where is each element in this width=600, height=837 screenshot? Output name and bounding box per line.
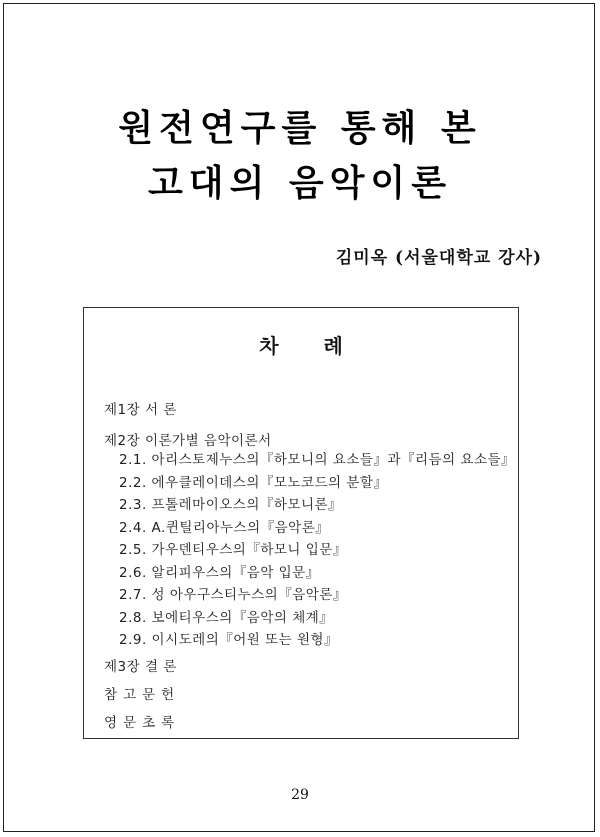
toc-section: 2.2. 에우클레이데스의『모노코드의 분할』 <box>119 475 388 491</box>
author: 김미옥 (서울대학교 강사) <box>335 248 542 268</box>
toc-section: 2.3. 프톨레마이오스의『하모니론』 <box>119 497 343 513</box>
toc-chapter-2: 제2장 이론가별 음악이론서 <box>104 433 272 449</box>
toc-heading: 차 례 <box>259 334 343 358</box>
toc-section: 2.8. 보에티우스의『음악의 체계』 <box>119 610 334 626</box>
toc-chapter-3: 제3장 결 론 <box>104 659 177 675</box>
toc-section: 2.7. 성 아우구스티누스의『음악론』 <box>119 587 347 603</box>
toc-section: 2.9. 이시도레의『어원 또는 원형』 <box>119 632 339 648</box>
toc-abstract: 영문초록 <box>104 715 181 731</box>
page-number: 29 <box>291 787 309 803</box>
toc-section: 2.4. A.퀸틸리아누스의『음악론』 <box>119 520 330 536</box>
toc-section: 2.1. 아리스토제누스의『하모니의 요소들』과『리듬의 요소들』 <box>119 452 516 468</box>
table-of-contents <box>83 307 519 739</box>
toc-section: 2.5. 가우덴티우스의『하모니 입문』 <box>119 542 347 558</box>
title-line-2: 고대의 음악이론 <box>148 162 452 204</box>
toc-references: 참고문헌 <box>104 687 181 703</box>
title-line-1: 원전연구를 통해 본 <box>118 107 482 149</box>
toc-chapter-1: 제1장 서 론 <box>104 402 177 418</box>
toc-section: 2.6. 알리피우스의『음악 입문』 <box>119 565 320 581</box>
